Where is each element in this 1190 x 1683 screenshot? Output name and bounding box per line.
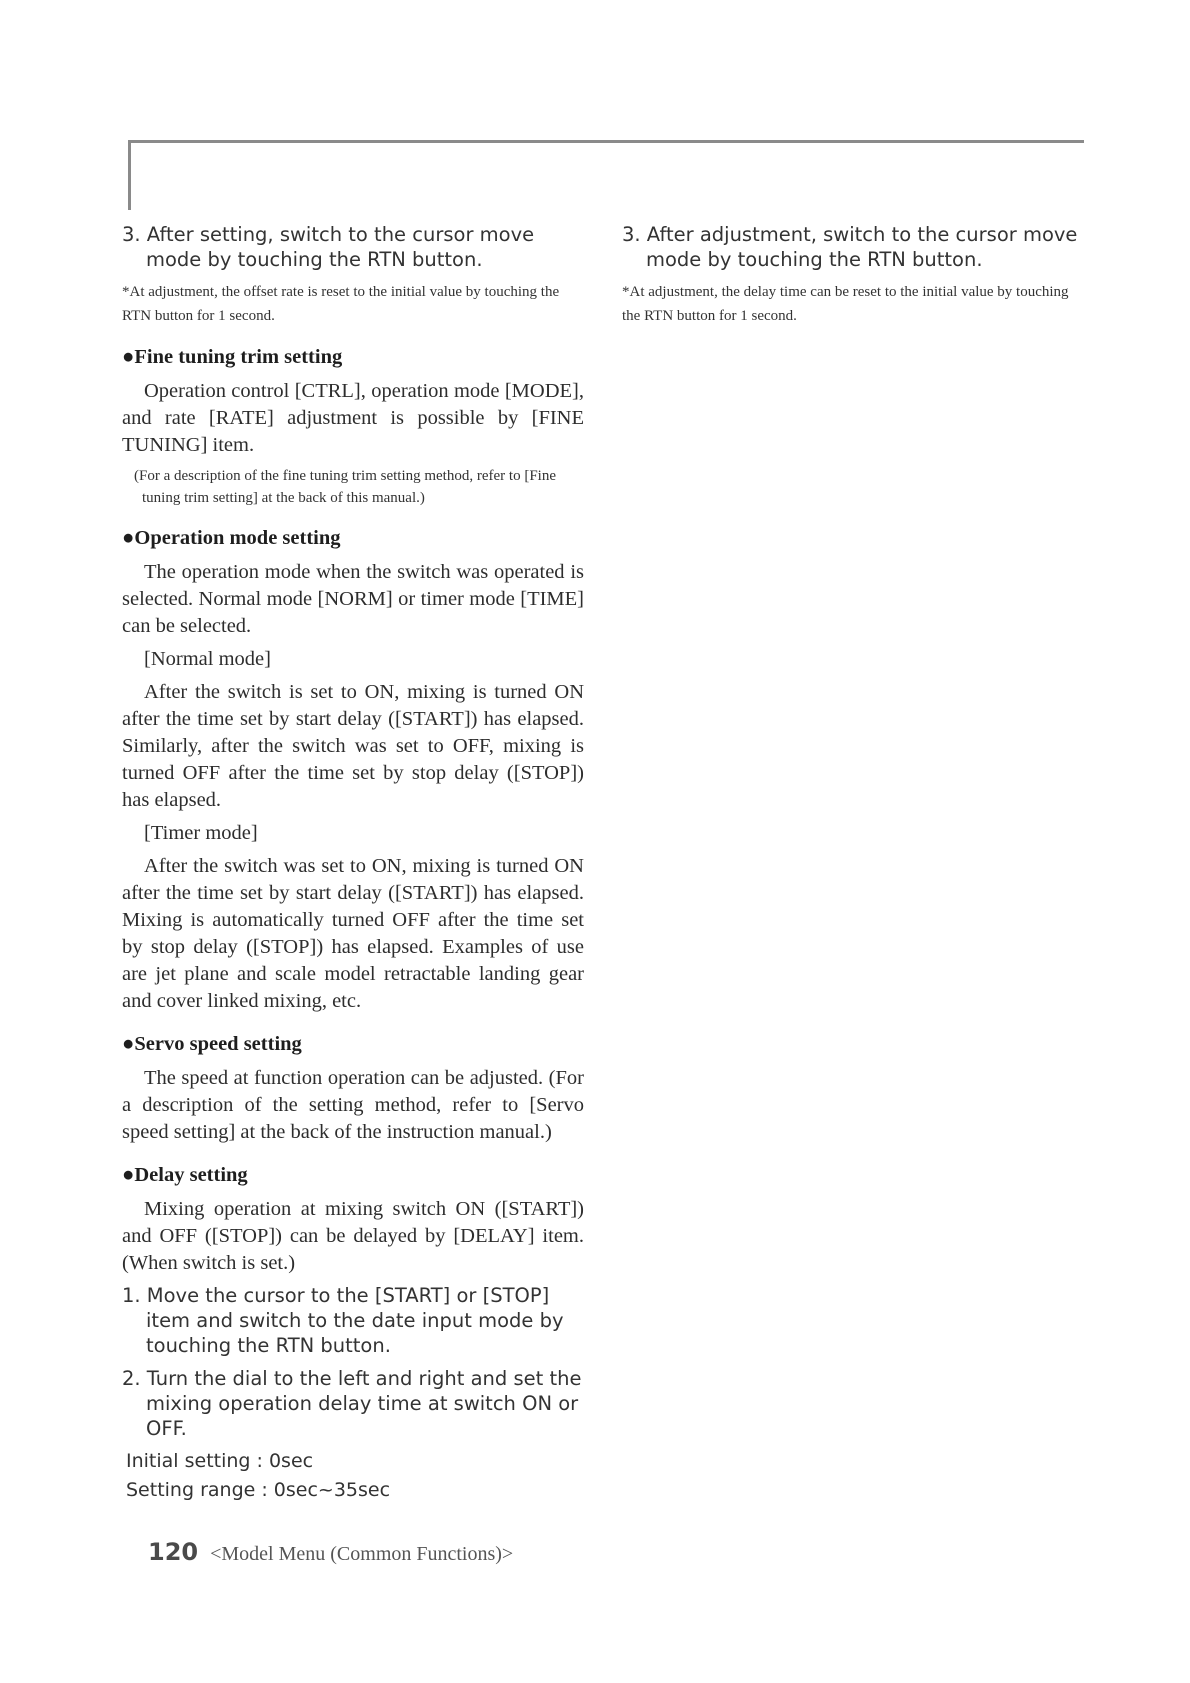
left-note-offset-reset: *At adjustment, the offset rate is reset to the initial value by touching the RTN button for 1 second.: [122, 284, 560, 324]
fine-tuning-note: (For a description of the fine tuning trim setting method, refer to [Fine tuning trim setting] at the back of this manual.): [134, 468, 556, 506]
delay-initial-setting: Initial setting : 0sec: [126, 1450, 314, 1472]
section-fine-tuning: [122, 344, 584, 509]
delay-setting-range: Setting range : 0sec~35sec: [126, 1479, 391, 1501]
page-footer: [148, 1538, 513, 1566]
footer-title: <Model Menu (Common Functions)>: [210, 1543, 514, 1565]
heading-operation-mode: ●Operation mode setting: [122, 527, 341, 549]
section-operation-mode: [122, 525, 584, 1015]
heading-fine-tuning: ●Fine tuning trim setting: [122, 346, 343, 368]
timer-mode-paragraph: After the switch was set to ON, mixing is turned ON after the time set by start delay ([START]) has elapsed. Mixing is automatically turned OFF after the time set by stop delay ([STOP]) has elapsed. Examples of use are jet plane and scale model retractable landing gear and cover linked mixing, etc.: [122, 855, 584, 1012]
delay-paragraph: Mixing operation at mixing switch ON ([START]) and OFF ([STOP]) can be delayed by [DELAY] item.(When switch is set.): [122, 1198, 584, 1274]
right-step-3: 3. After adjustment, switch to the cursor move mode by touching the RTN button.: [622, 223, 1078, 271]
delay-step-1: 1. Move the cursor to the [START] or [STOP] item and switch to the date input mode by touching the RTN button.: [122, 1284, 564, 1357]
delay-step-2: 2. Turn the dial to the left and right and set the mixing operation delay time at switch ON or OFF.: [122, 1367, 582, 1440]
heading-servo-speed: ●Servo speed setting: [122, 1033, 302, 1055]
header-rule-left: [128, 140, 131, 210]
section-delay: [122, 1162, 584, 1503]
heading-delay: ●Delay setting: [122, 1164, 248, 1186]
normal-mode-paragraph: After the switch is set to ON, mixing is turned ON after the time set by start delay ([START]) has elapsed. Similarly, after the switch was set to OFF, mixing is turned OFF after the time set by stop delay ([STOP]) has elapsed.: [122, 681, 584, 811]
operation-mode-paragraph: The operation mode when the switch was operated is selected. Normal mode [NORM] or timer mode [TIME] can be selected.: [122, 561, 584, 637]
left-column: [122, 222, 584, 1507]
right-column: [622, 222, 1084, 342]
timer-mode-label: [Timer mode]: [144, 822, 258, 844]
servo-speed-paragraph: The speed at function operation can be adjusted. (For a description of the setting method, refer to [Servo speed setting] at the back of the instruction manual.): [122, 1067, 584, 1143]
normal-mode-label: [Normal mode]: [144, 648, 271, 670]
fine-tuning-paragraph: Operation control [CTRL], operation mode [MODE], and rate [RATE] adjustment is possible by [FINE TUNING] item.: [122, 380, 584, 456]
section-servo-speed: [122, 1031, 584, 1146]
page-number: 120: [148, 1538, 199, 1566]
right-note-delay-reset: *At adjustment, the delay time can be reset to the initial value by touching the RTN button for 1 second.: [622, 284, 1069, 324]
header-rule-top: [128, 140, 1084, 143]
left-step-3: 3. After setting, switch to the cursor move mode by touching the RTN button.: [122, 223, 535, 271]
